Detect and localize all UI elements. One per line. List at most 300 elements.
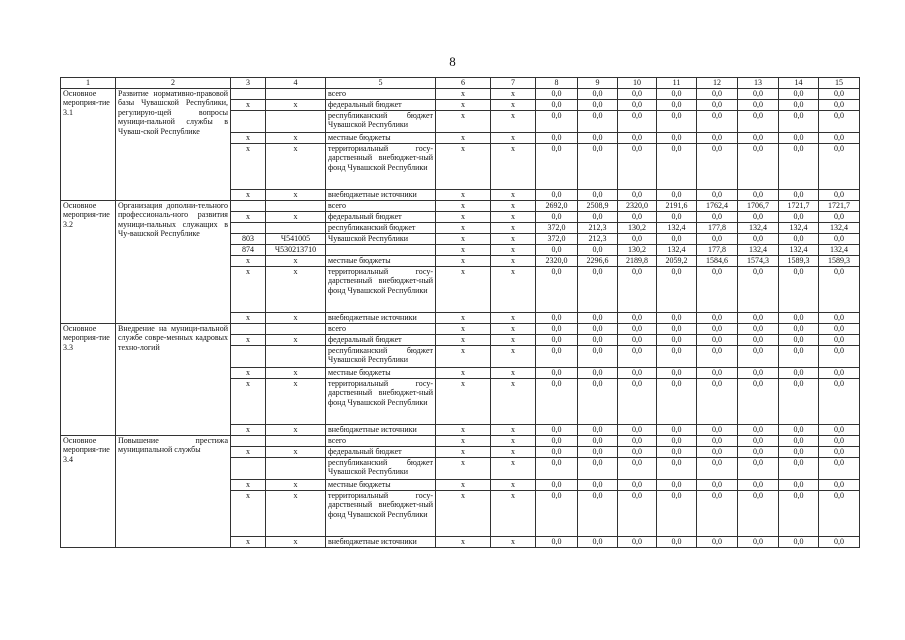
- year-value-cell: 2320,0: [618, 200, 657, 211]
- column-7-cell: x: [491, 189, 536, 200]
- year-value-cell: 0,0: [657, 88, 697, 99]
- column-7-cell: x: [491, 490, 536, 536]
- year-value-cell: 0,0: [738, 334, 779, 345]
- year-value-cell: 0,0: [779, 334, 819, 345]
- year-value-cell: 130,2: [618, 244, 657, 255]
- year-value-cell: 1706,7: [738, 200, 779, 211]
- column-number: 13: [738, 78, 779, 89]
- year-value-cell: 132,4: [819, 244, 860, 255]
- year-value-cell: 0,0: [578, 345, 618, 367]
- year-value-cell: 0,0: [779, 88, 819, 99]
- year-value-cell: 0,0: [738, 378, 779, 424]
- year-value-cell: 0,0: [578, 536, 618, 547]
- year-value-cell: 0,0: [819, 457, 860, 479]
- year-value-cell: 0,0: [618, 490, 657, 536]
- target-article-cell: [266, 457, 326, 479]
- year-value-cell: 0,0: [779, 211, 819, 222]
- year-value-cell: 0,0: [697, 211, 738, 222]
- year-value-cell: 0,0: [657, 345, 697, 367]
- year-value-cell: 0,0: [819, 233, 860, 244]
- year-value-cell: 0,0: [618, 334, 657, 345]
- year-value-cell: 2059,2: [657, 255, 697, 266]
- column-7-cell: x: [491, 255, 536, 266]
- funding-source-cell: местные бюджеты: [326, 132, 436, 143]
- year-value-cell: 0,0: [578, 312, 618, 323]
- year-value-cell: 0,0: [697, 367, 738, 378]
- year-value-cell: 0,0: [738, 457, 779, 479]
- target-article-cell: x: [266, 378, 326, 424]
- year-value-cell: 132,4: [779, 222, 819, 233]
- column-6-cell: x: [436, 99, 491, 110]
- year-value-cell: 0,0: [657, 312, 697, 323]
- year-value-cell: 0,0: [536, 323, 578, 334]
- year-value-cell: 0,0: [697, 536, 738, 547]
- target-article-cell: [266, 435, 326, 446]
- year-value-cell: 0,0: [578, 99, 618, 110]
- year-value-cell: 0,0: [779, 132, 819, 143]
- target-article-cell: x: [266, 132, 326, 143]
- column-6-cell: x: [436, 211, 491, 222]
- year-value-cell: 0,0: [779, 345, 819, 367]
- year-value-cell: 0,0: [618, 367, 657, 378]
- year-value-cell: 0,0: [618, 110, 657, 132]
- year-value-cell: 0,0: [819, 312, 860, 323]
- column-number-row: [61, 78, 860, 89]
- year-value-cell: 0,0: [657, 110, 697, 132]
- year-value-cell: 0,0: [618, 479, 657, 490]
- year-value-cell: 0,0: [697, 378, 738, 424]
- target-article-cell: x: [266, 211, 326, 222]
- event-title-cell: Внедрение на муници-пальной службе совре-менных кадровых техно-логий: [116, 323, 231, 435]
- grbs-code-cell: x: [231, 536, 266, 547]
- year-value-cell: 0,0: [657, 536, 697, 547]
- year-value-cell: 0,0: [738, 143, 779, 189]
- target-article-cell: x: [266, 479, 326, 490]
- year-value-cell: 0,0: [779, 536, 819, 547]
- year-value-cell: 0,0: [819, 132, 860, 143]
- year-value-cell: 0,0: [657, 435, 697, 446]
- target-article-cell: x: [266, 99, 326, 110]
- year-value-cell: 132,4: [657, 222, 697, 233]
- year-value-cell: 0,0: [819, 367, 860, 378]
- event-title-cell: Развитие нормативно-правовой базы Чувашской Республики, регулирую-щей вопросы муници-пальной службы в Чуваш-ской Республике: [116, 88, 231, 200]
- column-6-cell: x: [436, 132, 491, 143]
- year-value-cell: 0,0: [578, 378, 618, 424]
- year-value-cell: 2508,9: [578, 200, 618, 211]
- funding-source-cell: внебюджетные источники: [326, 536, 436, 547]
- grbs-code-cell: x: [231, 479, 266, 490]
- year-value-cell: 0,0: [697, 266, 738, 312]
- year-value-cell: 0,0: [819, 323, 860, 334]
- column-number: 12: [697, 78, 738, 89]
- column-number: 4: [266, 78, 326, 89]
- column-6-cell: x: [436, 378, 491, 424]
- event-title-cell: Организация дополни-тельного профессиональ-ного развития муници-пальных служащих в Чу-вашской Республике: [116, 200, 231, 323]
- year-value-cell: 132,4: [738, 244, 779, 255]
- year-value-cell: 0,0: [819, 110, 860, 132]
- column-7-cell: x: [491, 222, 536, 233]
- table-row: [61, 435, 860, 446]
- column-6-cell: x: [436, 479, 491, 490]
- funding-source-cell: всего: [326, 323, 436, 334]
- year-value-cell: 0,0: [738, 323, 779, 334]
- year-value-cell: 0,0: [697, 457, 738, 479]
- year-value-cell: 0,0: [657, 323, 697, 334]
- year-value-cell: 0,0: [536, 143, 578, 189]
- year-value-cell: 0,0: [618, 88, 657, 99]
- year-value-cell: 0,0: [779, 266, 819, 312]
- year-value-cell: 0,0: [779, 143, 819, 189]
- year-value-cell: 0,0: [657, 446, 697, 457]
- funding-source-cell: местные бюджеты: [326, 255, 436, 266]
- year-value-cell: 0,0: [779, 233, 819, 244]
- grbs-code-cell: [231, 345, 266, 367]
- column-7-cell: x: [491, 424, 536, 435]
- table-row: [61, 200, 860, 211]
- column-number: 6: [436, 78, 491, 89]
- year-value-cell: 0,0: [536, 211, 578, 222]
- column-number: 8: [536, 78, 578, 89]
- column-6-cell: x: [436, 200, 491, 211]
- year-value-cell: 177,8: [697, 222, 738, 233]
- year-value-cell: 0,0: [578, 244, 618, 255]
- year-value-cell: 0,0: [697, 424, 738, 435]
- target-article-cell: x: [266, 446, 326, 457]
- year-value-cell: 0,0: [738, 132, 779, 143]
- year-value-cell: 0,0: [536, 424, 578, 435]
- column-7-cell: x: [491, 143, 536, 189]
- year-value-cell: 0,0: [819, 446, 860, 457]
- column-7-cell: x: [491, 323, 536, 334]
- year-value-cell: 0,0: [536, 378, 578, 424]
- year-value-cell: 0,0: [578, 211, 618, 222]
- year-value-cell: 0,0: [779, 323, 819, 334]
- column-6-cell: x: [436, 233, 491, 244]
- year-value-cell: 0,0: [819, 345, 860, 367]
- year-value-cell: 0,0: [618, 143, 657, 189]
- year-value-cell: 0,0: [779, 490, 819, 536]
- target-article-cell: [266, 222, 326, 233]
- column-6-cell: x: [436, 143, 491, 189]
- event-number-cell: Основное мероприя-тие 3.1: [61, 88, 116, 200]
- funding-source-cell: внебюджетные источники: [326, 424, 436, 435]
- column-number: 7: [491, 78, 536, 89]
- year-value-cell: 0,0: [657, 334, 697, 345]
- year-value-cell: 0,0: [697, 435, 738, 446]
- column-6-cell: x: [436, 446, 491, 457]
- year-value-cell: 0,0: [819, 378, 860, 424]
- year-value-cell: 0,0: [697, 490, 738, 536]
- year-value-cell: 0,0: [738, 99, 779, 110]
- year-value-cell: 0,0: [536, 99, 578, 110]
- column-number: 5: [326, 78, 436, 89]
- budget-table: [60, 77, 860, 548]
- year-value-cell: 0,0: [738, 536, 779, 547]
- target-article-cell: x: [266, 189, 326, 200]
- year-value-cell: 0,0: [779, 446, 819, 457]
- column-7-cell: x: [491, 110, 536, 132]
- year-value-cell: 0,0: [657, 189, 697, 200]
- year-value-cell: 0,0: [536, 334, 578, 345]
- grbs-code-cell: 803: [231, 233, 266, 244]
- year-value-cell: 0,0: [819, 479, 860, 490]
- year-value-cell: 1721,7: [819, 200, 860, 211]
- year-value-cell: 1762,4: [697, 200, 738, 211]
- year-value-cell: 372,0: [536, 222, 578, 233]
- column-6-cell: x: [436, 189, 491, 200]
- grbs-code-cell: x: [231, 266, 266, 312]
- year-value-cell: 0,0: [697, 99, 738, 110]
- year-value-cell: 0,0: [819, 88, 860, 99]
- target-article-cell: x: [266, 266, 326, 312]
- year-value-cell: 212,3: [578, 233, 618, 244]
- year-value-cell: 0,0: [578, 110, 618, 132]
- grbs-code-cell: x: [231, 367, 266, 378]
- year-value-cell: 0,0: [819, 536, 860, 547]
- grbs-code-cell: x: [231, 378, 266, 424]
- year-value-cell: 0,0: [536, 490, 578, 536]
- year-value-cell: 0,0: [819, 334, 860, 345]
- grbs-code-cell: [231, 110, 266, 132]
- year-value-cell: 2296,6: [578, 255, 618, 266]
- year-value-cell: 0,0: [819, 189, 860, 200]
- year-value-cell: 0,0: [536, 312, 578, 323]
- funding-source-cell: республиканский бюджет: [326, 222, 436, 233]
- year-value-cell: 177,8: [697, 244, 738, 255]
- year-value-cell: 0,0: [578, 446, 618, 457]
- column-number: 10: [618, 78, 657, 89]
- year-value-cell: 0,0: [536, 110, 578, 132]
- year-value-cell: 0,0: [697, 143, 738, 189]
- column-7-cell: x: [491, 446, 536, 457]
- funding-source-cell: всего: [326, 88, 436, 99]
- year-value-cell: 0,0: [578, 143, 618, 189]
- year-value-cell: 0,0: [618, 457, 657, 479]
- year-value-cell: 132,4: [819, 222, 860, 233]
- grbs-code-cell: x: [231, 132, 266, 143]
- column-6-cell: x: [436, 345, 491, 367]
- year-value-cell: 132,4: [779, 244, 819, 255]
- year-value-cell: 0,0: [779, 378, 819, 424]
- year-value-cell: 372,0: [536, 233, 578, 244]
- grbs-code-cell: [231, 222, 266, 233]
- target-article-cell: x: [266, 424, 326, 435]
- year-value-cell: 0,0: [536, 536, 578, 547]
- column-7-cell: x: [491, 244, 536, 255]
- year-value-cell: 0,0: [697, 189, 738, 200]
- funding-source-cell: местные бюджеты: [326, 479, 436, 490]
- funding-source-cell: территориальный госу-дарственный внебюджет-ный фонд Чувашской Республики: [326, 143, 436, 189]
- year-value-cell: 0,0: [738, 490, 779, 536]
- year-value-cell: 0,0: [657, 479, 697, 490]
- column-6-cell: x: [436, 255, 491, 266]
- year-value-cell: 0,0: [819, 435, 860, 446]
- column-6-cell: x: [436, 334, 491, 345]
- grbs-code-cell: x: [231, 99, 266, 110]
- year-value-cell: 0,0: [578, 479, 618, 490]
- funding-source-cell: всего: [326, 200, 436, 211]
- year-value-cell: 0,0: [536, 345, 578, 367]
- grbs-code-cell: x: [231, 334, 266, 345]
- column-7-cell: x: [491, 536, 536, 547]
- year-value-cell: 0,0: [578, 457, 618, 479]
- year-value-cell: 0,0: [738, 479, 779, 490]
- year-value-cell: 0,0: [697, 446, 738, 457]
- column-7-cell: x: [491, 345, 536, 367]
- grbs-code-cell: x: [231, 490, 266, 536]
- column-6-cell: x: [436, 457, 491, 479]
- year-value-cell: 0,0: [657, 490, 697, 536]
- grbs-code-cell: x: [231, 211, 266, 222]
- event-number-cell: Основное мероприя-тие 3.4: [61, 435, 116, 547]
- target-article-cell: [266, 88, 326, 99]
- year-value-cell: 0,0: [578, 424, 618, 435]
- column-6-cell: x: [436, 536, 491, 547]
- year-value-cell: 0,0: [536, 132, 578, 143]
- year-value-cell: 2692,0: [536, 200, 578, 211]
- year-value-cell: 0,0: [578, 334, 618, 345]
- year-value-cell: 0,0: [578, 367, 618, 378]
- column-6-cell: x: [436, 367, 491, 378]
- year-value-cell: 0,0: [738, 312, 779, 323]
- year-value-cell: 0,0: [657, 367, 697, 378]
- column-6-cell: x: [436, 244, 491, 255]
- grbs-code-cell: x: [231, 255, 266, 266]
- year-value-cell: 0,0: [657, 266, 697, 312]
- year-value-cell: 0,0: [657, 378, 697, 424]
- year-value-cell: 132,4: [738, 222, 779, 233]
- year-value-cell: 0,0: [738, 345, 779, 367]
- column-7-cell: x: [491, 211, 536, 222]
- target-article-cell: x: [266, 143, 326, 189]
- funding-source-cell: республиканский бюджет Чувашской Республики: [326, 457, 436, 479]
- funding-source-cell: федеральный бюджет: [326, 446, 436, 457]
- year-value-cell: 0,0: [618, 99, 657, 110]
- target-article-cell: x: [266, 255, 326, 266]
- year-value-cell: 0,0: [578, 88, 618, 99]
- year-value-cell: 1589,3: [819, 255, 860, 266]
- target-article-cell: Ч530213710: [266, 244, 326, 255]
- column-number: 14: [779, 78, 819, 89]
- year-value-cell: 0,0: [618, 378, 657, 424]
- year-value-cell: 0,0: [657, 211, 697, 222]
- year-value-cell: 0,0: [578, 189, 618, 200]
- year-value-cell: 0,0: [536, 479, 578, 490]
- column-6-cell: x: [436, 222, 491, 233]
- column-7-cell: x: [491, 479, 536, 490]
- year-value-cell: 0,0: [657, 132, 697, 143]
- year-value-cell: 1574,3: [738, 255, 779, 266]
- year-value-cell: 0,0: [618, 435, 657, 446]
- year-value-cell: 0,0: [779, 424, 819, 435]
- year-value-cell: 0,0: [618, 189, 657, 200]
- year-value-cell: 0,0: [657, 424, 697, 435]
- grbs-code-cell: [231, 200, 266, 211]
- year-value-cell: 0,0: [819, 424, 860, 435]
- grbs-code-cell: x: [231, 446, 266, 457]
- column-7-cell: x: [491, 99, 536, 110]
- grbs-code-cell: [231, 323, 266, 334]
- year-value-cell: 0,0: [657, 457, 697, 479]
- column-6-cell: x: [436, 110, 491, 132]
- year-value-cell: 0,0: [779, 99, 819, 110]
- year-value-cell: 0,0: [697, 88, 738, 99]
- column-6-cell: x: [436, 490, 491, 536]
- page-number: 8: [449, 54, 456, 69]
- year-value-cell: 0,0: [536, 435, 578, 446]
- year-value-cell: 1589,3: [779, 255, 819, 266]
- year-value-cell: 0,0: [536, 457, 578, 479]
- target-article-cell: [266, 345, 326, 367]
- column-7-cell: x: [491, 200, 536, 211]
- funding-source-cell: федеральный бюджет: [326, 211, 436, 222]
- column-number: 9: [578, 78, 618, 89]
- year-value-cell: 0,0: [697, 479, 738, 490]
- year-value-cell: 0,0: [738, 233, 779, 244]
- year-value-cell: 0,0: [819, 143, 860, 189]
- column-6-cell: x: [436, 312, 491, 323]
- column-7-cell: x: [491, 233, 536, 244]
- funding-source-cell: всего: [326, 435, 436, 446]
- year-value-cell: 0,0: [618, 266, 657, 312]
- column-number: 3: [231, 78, 266, 89]
- year-value-cell: 0,0: [779, 457, 819, 479]
- grbs-code-cell: [231, 457, 266, 479]
- year-value-cell: 0,0: [779, 435, 819, 446]
- year-value-cell: 0,0: [697, 132, 738, 143]
- target-article-cell: Ч541005: [266, 233, 326, 244]
- funding-source-cell: федеральный бюджет: [326, 334, 436, 345]
- target-article-cell: x: [266, 367, 326, 378]
- target-article-cell: x: [266, 490, 326, 536]
- year-value-cell: 0,0: [536, 88, 578, 99]
- funding-source-cell: республиканский бюджет Чувашской Республики: [326, 110, 436, 132]
- year-value-cell: 0,0: [738, 446, 779, 457]
- year-value-cell: 1584,6: [697, 255, 738, 266]
- column-number: 2: [116, 78, 231, 89]
- target-article-cell: [266, 323, 326, 334]
- year-value-cell: 0,0: [697, 323, 738, 334]
- year-value-cell: 0,0: [697, 312, 738, 323]
- grbs-code-cell: x: [231, 424, 266, 435]
- column-7-cell: x: [491, 88, 536, 99]
- column-number: 15: [819, 78, 860, 89]
- funding-source-cell: местные бюджеты: [326, 367, 436, 378]
- column-7-cell: x: [491, 435, 536, 446]
- grbs-code-cell: [231, 88, 266, 99]
- year-value-cell: 0,0: [779, 110, 819, 132]
- column-7-cell: x: [491, 266, 536, 312]
- event-number-cell: Основное мероприя-тие 3.2: [61, 200, 116, 323]
- column-6-cell: x: [436, 435, 491, 446]
- event-title-cell: Повышение престижа муниципальной службы: [116, 435, 231, 547]
- year-value-cell: 0,0: [779, 479, 819, 490]
- year-value-cell: 0,0: [779, 312, 819, 323]
- grbs-code-cell: x: [231, 312, 266, 323]
- grbs-code-cell: x: [231, 143, 266, 189]
- year-value-cell: 0,0: [536, 266, 578, 312]
- target-article-cell: x: [266, 334, 326, 345]
- year-value-cell: 0,0: [697, 345, 738, 367]
- year-value-cell: 0,0: [738, 211, 779, 222]
- year-value-cell: 0,0: [738, 110, 779, 132]
- year-value-cell: 2191,6: [657, 200, 697, 211]
- year-value-cell: 0,0: [578, 132, 618, 143]
- table-row: [61, 88, 860, 99]
- grbs-code-cell: [231, 435, 266, 446]
- column-7-cell: x: [491, 367, 536, 378]
- column-6-cell: x: [436, 323, 491, 334]
